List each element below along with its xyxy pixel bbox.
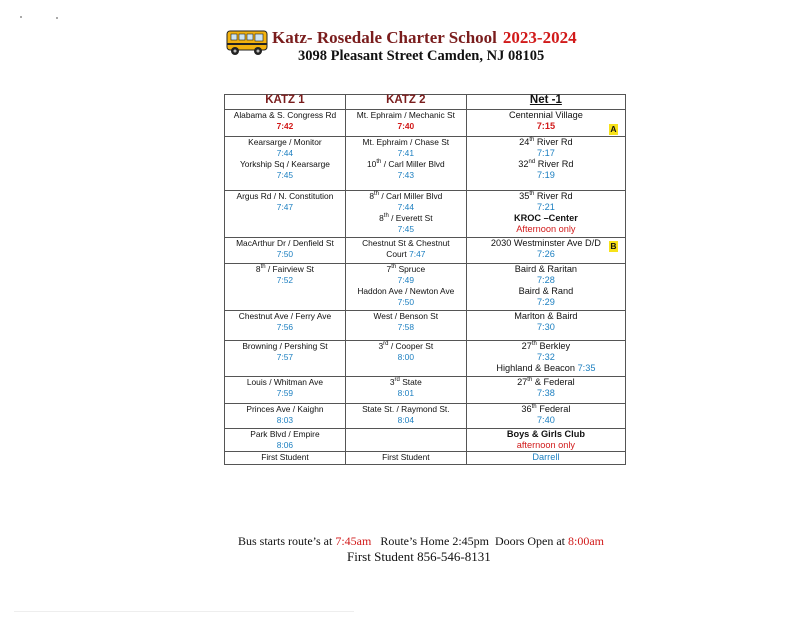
katz2-cell: 3rd State 8:01 bbox=[345, 377, 466, 404]
net1-cell: Marlton & Baird 7:30 bbox=[466, 311, 625, 341]
school-bus-icon bbox=[224, 26, 270, 58]
table-row bbox=[225, 238, 626, 264]
katz2-cell: 8th / Carl Miller Blvd 7:44 8th / Everett St 7:45 bbox=[345, 191, 466, 238]
katz2-cell: 3rd / Cooper St 8:00 bbox=[345, 341, 466, 377]
net1-cell: Boys & Girls Club afternoon only bbox=[466, 429, 625, 452]
katz1-cell: Louis / Whitman Ave 7:59 bbox=[225, 377, 346, 404]
net1-cell: Centennial Village 7:15 A bbox=[466, 110, 625, 137]
column-header-katz2: KATZ 2 bbox=[345, 95, 466, 110]
school-year: 2023-2024 bbox=[502, 28, 577, 47]
table-row bbox=[225, 137, 626, 191]
table-row bbox=[225, 377, 626, 404]
table-row bbox=[225, 191, 626, 238]
katz2-cell: 7th Spruce 7:49 Haddon Ave / Newton Ave 7:50 bbox=[345, 264, 466, 311]
katz1-cell: First Student bbox=[225, 452, 346, 465]
net1-cell: 35th River Rd 7:21 KROC –Center Afternoon only bbox=[466, 191, 625, 238]
route-marker-a: A bbox=[610, 124, 617, 134]
table-row bbox=[225, 110, 626, 137]
net1-cell: 27th & Federal 7:38 bbox=[466, 377, 625, 404]
route-marker-b: B bbox=[610, 241, 617, 251]
scan-speck bbox=[56, 17, 58, 19]
katz2-cell: West / Benson St 7:58 bbox=[345, 311, 466, 341]
katz1-cell: MacArthur Dr / Denfield St 7:50 bbox=[225, 238, 346, 264]
table-row bbox=[225, 429, 626, 452]
katz1-cell: Park Blvd / Empire 8:06 bbox=[225, 429, 346, 452]
net1-cell: 2030 Westminster Ave D/D 7:26 B bbox=[466, 238, 625, 264]
bus-schedule-table bbox=[224, 94, 626, 465]
school-title: Katz- Rosedale Charter School 2023-2024 bbox=[272, 28, 577, 47]
table-row bbox=[225, 341, 626, 377]
katz1-cell: Alabama & S. Congress Rd 7:42 bbox=[225, 110, 346, 137]
katz1-cell: Chestnut Ave / Ferry Ave 7:56 bbox=[225, 311, 346, 341]
page-header bbox=[224, 22, 624, 72]
katz2-cell: State St. / Raymond St. 8:04 bbox=[345, 404, 466, 429]
net1-cell: 27th Berkley 7:32 Highland & Beacon 7:35 bbox=[466, 341, 625, 377]
footer-contact: First Student 856-546-8131 bbox=[347, 549, 491, 564]
page-divider bbox=[14, 611, 354, 612]
net1-cell: Darrell bbox=[466, 452, 625, 465]
table-header-row bbox=[225, 95, 626, 110]
school-address: 3098 Pleasant Street Camden, NJ 08105 bbox=[298, 48, 545, 64]
katz2-cell: First Student bbox=[345, 452, 466, 465]
katz1-cell: Princes Ave / Kaighn 8:03 bbox=[225, 404, 346, 429]
katz1-cell: Argus Rd / N. Constitution 7:47 bbox=[225, 191, 346, 238]
table-row bbox=[225, 452, 626, 465]
katz1-cell: Browning / Pershing St 7:57 bbox=[225, 341, 346, 377]
column-header-katz1: KATZ 1 bbox=[225, 95, 346, 110]
net1-cell: 24th River Rd 7:17 32nd River Rd 7:19 bbox=[466, 137, 625, 191]
table-row bbox=[225, 264, 626, 311]
katz2-cell: Mt. Ephraim / Chase St 7:41 10th / Carl Miller Blvd 7:43 bbox=[345, 137, 466, 191]
katz2-cell: Mt. Ephraim / Mechanic St 7:40 bbox=[345, 110, 466, 137]
table-row bbox=[225, 404, 626, 429]
katz2-cell: Chestnut St & Chestnut Court 7:47 bbox=[345, 238, 466, 264]
katz1-cell: Kearsarge / Monitor 7:44 Yorkship Sq / Kearsarge 7:45 bbox=[225, 137, 346, 191]
net1-cell: Baird & Raritan 7:28 Baird & Rand 7:29 bbox=[466, 264, 625, 311]
table-row bbox=[225, 311, 626, 341]
net1-cell: 36th Federal 7:40 bbox=[466, 404, 625, 429]
column-header-net1: Net -1 bbox=[466, 95, 625, 110]
footer-schedule-note: Bus starts route’s at 7:45am Route’s Home 2:45pm Doors Open at 8:00am bbox=[238, 534, 604, 548]
katz1-cell: 8th / Fairview St 7:52 bbox=[225, 264, 346, 311]
scan-speck bbox=[20, 16, 22, 18]
katz2-cell bbox=[345, 429, 466, 452]
